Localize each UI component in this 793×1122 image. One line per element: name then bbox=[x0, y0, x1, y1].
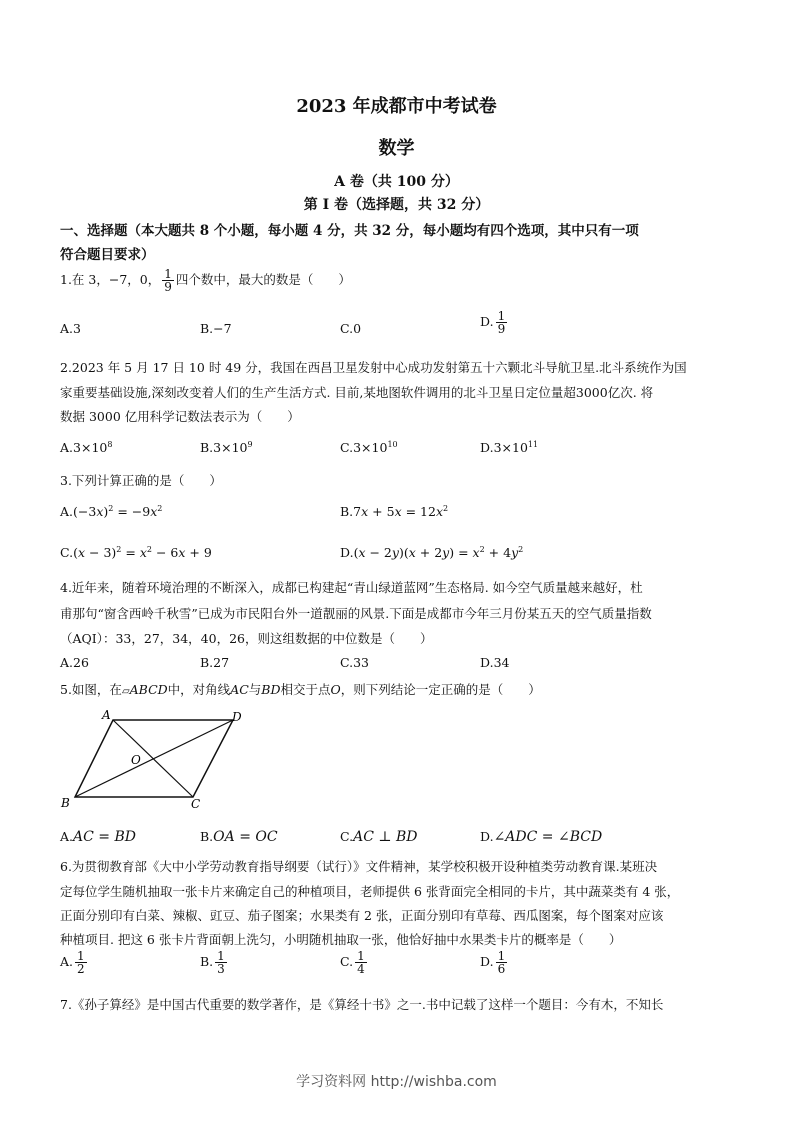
option-label: A. bbox=[60, 829, 74, 844]
q1-option-a bbox=[60, 321, 81, 336]
option-value: AC = BD bbox=[73, 829, 136, 845]
option-label: D. bbox=[480, 954, 494, 969]
q5-shape-name: ABCD bbox=[129, 682, 168, 697]
vertex-a-label: A bbox=[102, 708, 111, 722]
frac-den: 9 bbox=[497, 322, 506, 336]
option-label: A. bbox=[60, 440, 74, 455]
page-footer[interactable]: 学习资料网 http://wishba.com bbox=[296, 1074, 497, 1090]
q1-stem-post: 四个数中，最大的数是（ ） bbox=[175, 272, 351, 287]
option-label: D. bbox=[480, 440, 494, 455]
q6-line-4: 种植项目. 把这 6 张卡片背面朝上洗匀，小明随机抽取一张，他恰好抽中水果类卡片的概率是（ ） bbox=[60, 932, 622, 947]
q5-option-c bbox=[340, 829, 418, 845]
option-fraction bbox=[215, 950, 227, 975]
q2-option-d bbox=[480, 440, 538, 455]
option-label: B. bbox=[200, 954, 214, 969]
option-label: C. bbox=[60, 545, 74, 560]
q5-stem-post1: 中，对角线 bbox=[167, 682, 231, 697]
q3-option-c bbox=[60, 545, 212, 560]
option-formula: $(x - 2y)(x + 2y) = x^2 + 4y^2$ bbox=[353, 544, 524, 560]
question-1 bbox=[60, 268, 351, 293]
q4-option-b bbox=[200, 655, 229, 670]
option-value: 3 bbox=[73, 321, 81, 336]
option-label: C. bbox=[340, 829, 354, 844]
option-label: B. bbox=[200, 321, 214, 336]
frac-num: 1 bbox=[497, 309, 506, 323]
option-formula: $(x - 3)^2 = x^2 - 6x + 9$ bbox=[73, 544, 212, 560]
option-value: AC ⊥ BD bbox=[353, 829, 418, 845]
q6-option-b bbox=[200, 950, 229, 975]
frac-num: 1 bbox=[497, 949, 506, 963]
q3-option-d bbox=[340, 545, 523, 560]
frac-den: 3 bbox=[217, 962, 225, 976]
q6-option-d bbox=[480, 950, 509, 975]
q6-option-c bbox=[340, 950, 369, 975]
frac-num: 1 bbox=[77, 949, 85, 963]
part-heading: 第 I 卷（选择题，共 32 分） bbox=[303, 197, 490, 213]
q4-option-c bbox=[340, 655, 369, 670]
q2-line-1: 2.2023 年 5 月 17 日 10 时 49 分，我国在西昌卫星发射中心成功发射第五十六颗北斗导航卫星.北斗系统作为国 bbox=[60, 360, 687, 375]
option-value: 33 bbox=[353, 655, 369, 670]
q3-option-a bbox=[60, 504, 162, 519]
q5-option-a bbox=[60, 829, 136, 845]
parallelogram-symbol: ▱ bbox=[121, 686, 130, 697]
q1-option-b bbox=[200, 321, 232, 336]
option-base: 3×10 bbox=[353, 440, 388, 455]
option-value: 27 bbox=[213, 655, 230, 670]
q1-fraction bbox=[162, 268, 174, 293]
frac-num: 1 bbox=[357, 949, 365, 963]
frac-den: 2 bbox=[77, 962, 85, 976]
option-label: B. bbox=[340, 504, 354, 519]
q1-stem-pre: 1.在 3，−7，0， bbox=[60, 272, 161, 287]
vertex-c-label: C bbox=[191, 797, 201, 811]
option-exponent: 10 bbox=[387, 439, 398, 449]
frac-den: 6 bbox=[497, 962, 506, 976]
q5-ac: AC bbox=[230, 682, 249, 697]
option-base: 3×10 bbox=[73, 440, 108, 455]
option-fraction bbox=[496, 950, 508, 975]
vertex-b-label: B bbox=[61, 796, 70, 810]
q5-option-d bbox=[480, 829, 602, 845]
option-value: 34 bbox=[493, 655, 510, 670]
option-label: D. bbox=[340, 545, 354, 560]
q5-o: O bbox=[330, 682, 341, 697]
q5-stem-pre: 5.如图，在 bbox=[60, 682, 122, 697]
q5-stem bbox=[60, 680, 541, 698]
option-formula: $7x + 5x = 12x^2$ bbox=[353, 503, 449, 519]
option-value: OA = OC bbox=[213, 829, 278, 845]
option-label: B. bbox=[200, 440, 214, 455]
option-fraction bbox=[496, 310, 508, 335]
option-label: A. bbox=[60, 504, 74, 519]
q5-option-b bbox=[200, 829, 278, 845]
frac-num: 1 bbox=[217, 949, 225, 963]
q2-option-b bbox=[200, 440, 253, 455]
section-heading-line2: 符合题目要求） bbox=[60, 247, 155, 263]
option-label: C. bbox=[340, 655, 354, 670]
option-value: 0 bbox=[353, 321, 362, 336]
q5-bd: BD bbox=[261, 682, 281, 697]
option-base: 3×10 bbox=[493, 440, 528, 455]
option-label: B. bbox=[200, 829, 214, 844]
q1-frac-num: 1 bbox=[164, 267, 172, 281]
option-value: −7 bbox=[213, 321, 232, 336]
option-label: B. bbox=[200, 655, 214, 670]
option-label: C. bbox=[340, 321, 354, 336]
q3-stem: 3.下列计算正确的是（ ） bbox=[60, 473, 222, 488]
q4-line-3: （AQI）：33，27，34，40，26，则这组数据的中位数是（ ） bbox=[60, 631, 433, 646]
q7-line-1: 7.《孙子算经》是中国古代重要的数学著作，是《算经十书》之一.书中记载了这样一个题目：今有木，不知长 bbox=[60, 997, 664, 1012]
parallelogram-figure bbox=[55, 707, 255, 817]
q3-option-b bbox=[340, 504, 448, 519]
q4-option-a bbox=[60, 655, 89, 670]
q4-line-2: 甫那句“窗含西岭千秋雪”已成为市民阳台外一道靓丽的风景.下面是成都市今年三月份某五天的空气质量指数 bbox=[60, 606, 652, 621]
option-label: A. bbox=[60, 321, 74, 336]
option-label: D. bbox=[480, 829, 494, 844]
q1-frac-den: 9 bbox=[164, 280, 172, 294]
option-value: ∠ADC = ∠BCD bbox=[493, 829, 603, 845]
vertex-d-label: D bbox=[232, 710, 242, 724]
option-formula: $(-3x)^2 = -9x^2$ bbox=[73, 503, 163, 519]
diagonal-bd bbox=[75, 720, 233, 797]
q5-stem-mid: 与 bbox=[248, 682, 262, 697]
option-label: C. bbox=[340, 440, 354, 455]
section-heading-line1: 一、选择题（本大题共 8 个小题，每小题 4 分，共 32 分，每小题均有四个选项，其中只有一项 bbox=[60, 223, 639, 239]
q4-option-d bbox=[480, 655, 509, 670]
option-label: A. bbox=[60, 655, 74, 670]
frac-den: 4 bbox=[357, 962, 365, 976]
q1-option-c bbox=[340, 321, 361, 336]
option-label: D. bbox=[480, 314, 494, 329]
q6-option-a bbox=[60, 950, 89, 975]
exam-title: 2023 年成都市中考试卷 bbox=[296, 96, 497, 117]
q6-line-1: 6.为贯彻教育部《大中小学劳动教育指导纲要（试行）》文件精神，某学校积极开设种植类劳动教育课.某班决 bbox=[60, 859, 658, 874]
option-label: C. bbox=[340, 954, 354, 969]
option-fraction bbox=[355, 950, 367, 975]
subject-title: 数学 bbox=[378, 138, 415, 159]
option-label: D. bbox=[480, 655, 494, 670]
q5-stem-end: ，则下列结论一定正确的是（ ） bbox=[340, 682, 541, 697]
option-base: 3×10 bbox=[213, 440, 248, 455]
q6-line-3: 正面分别印有白菜、辣椒、豇豆、茄子图案；水果类有 2 张，正面分别印有草莓、西瓜图案，每个图案对应该 bbox=[60, 908, 664, 923]
q2-option-c bbox=[340, 440, 398, 455]
q2-line-3: 数据 3000 亿用科学记数法表示为（ ） bbox=[60, 409, 300, 424]
q1-option-d bbox=[480, 310, 509, 335]
option-exponent: 9 bbox=[247, 439, 253, 449]
center-o-label: O bbox=[131, 753, 141, 767]
q5-stem-post2: 相交于点 bbox=[280, 682, 331, 697]
q2-line-2: 家重要基础设施,深刻改变着人们的生产生活方式. 目前,某地图软件调用的北斗卫星日定位量超3000亿次. 将 bbox=[60, 385, 654, 400]
q2-option-a bbox=[60, 440, 112, 455]
q6-line-2: 定每位学生随机抽取一张卡片来确定自己的种植项目，老师提供 6 张背面完全相同的卡片，其中蔬菜类有 4 张， bbox=[60, 884, 680, 899]
option-exponent: 8 bbox=[107, 439, 113, 449]
volume-heading: A 卷（共 100 分） bbox=[334, 174, 459, 190]
q4-line-1: 4.近年来，随着环境治理的不断深入，成都已构建起“青山绿道蓝网”生态格局. 如今空气质量越来越好，杜 bbox=[60, 580, 643, 595]
option-label: A. bbox=[60, 954, 74, 969]
option-exponent: 11 bbox=[527, 439, 539, 449]
option-fraction bbox=[75, 950, 87, 975]
option-value: 26 bbox=[73, 655, 89, 670]
